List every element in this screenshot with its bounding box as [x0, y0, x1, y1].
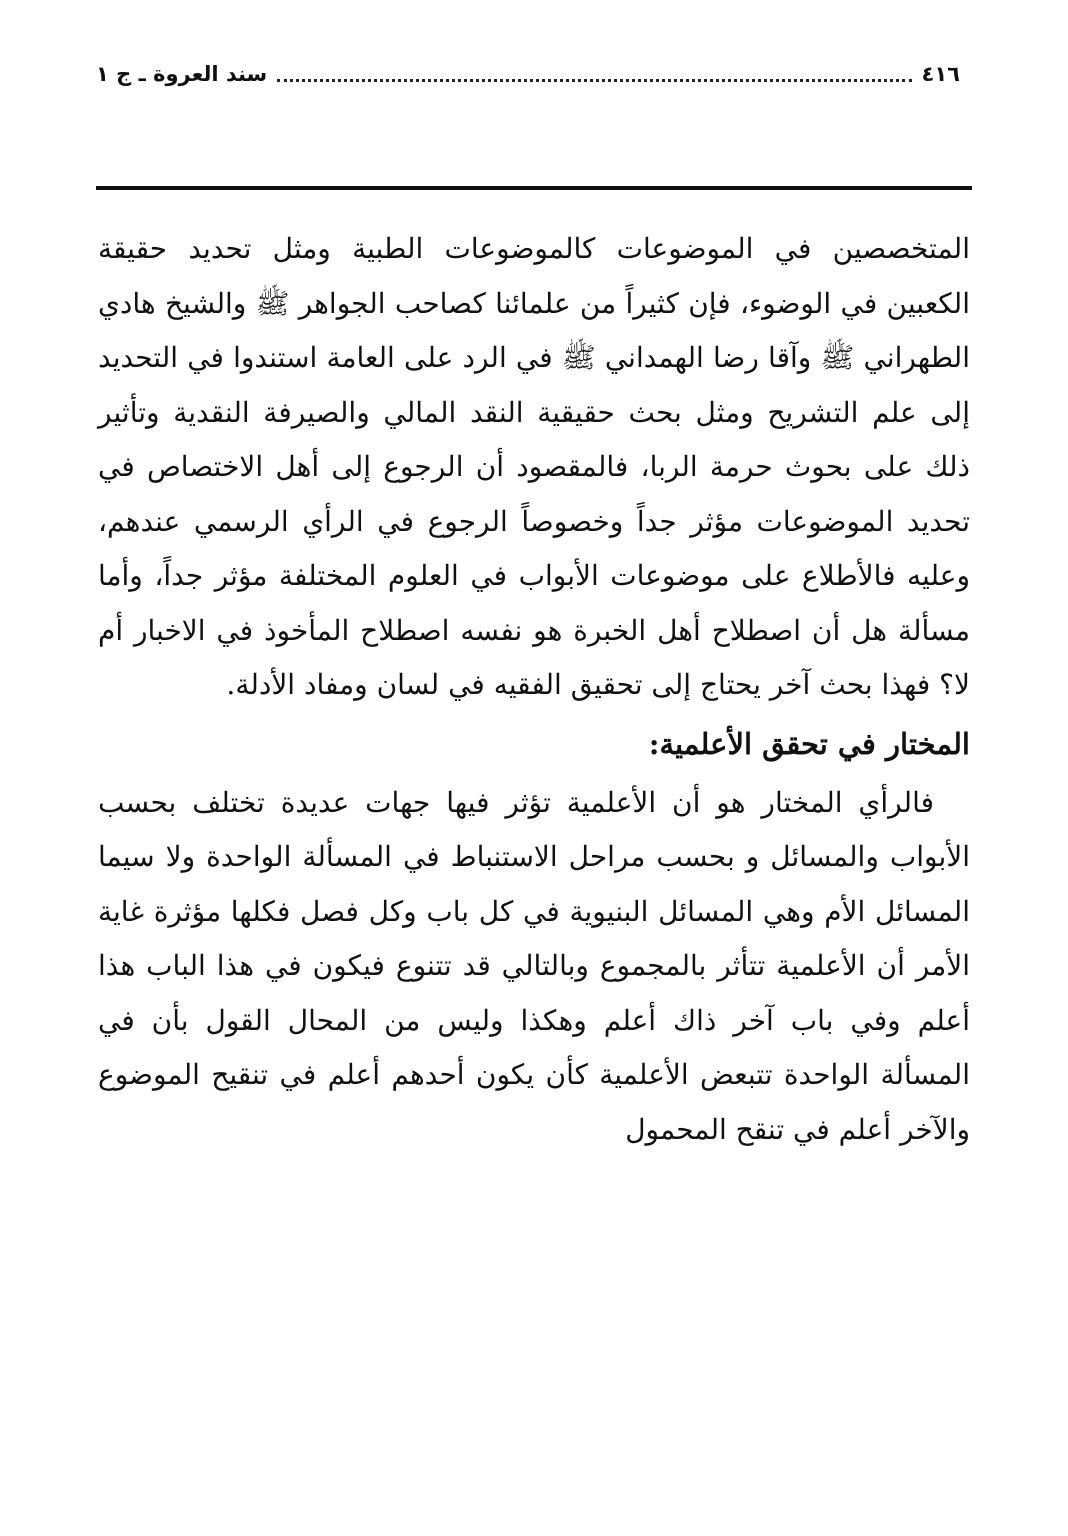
paragraph-2: فالرأي المختار هو أن الأعلمية تؤثر فيها جهات عديدة تختلف بحسب الأبواب والمسائل و بحسب مراحل الاستنباط في المسألة الواحدة ولا سيما المسائل الأم وهي المسائل البنيوية في كل باب وكل فصل فكلها مؤثرة غاية الأمر أن الأعلمية تتأثر بالمجموع وبالتالي قد تتنوع فيكون في هذا الباب هذا أعلم وفي باب آخر ذاك أعلم وهكذا وليس من المحال القول بأن في المسألة الواحدة تتبعض الأعلمية كأن يكون أحدهم أعلم في تنقيح الموضوع والآخر أعلم في تنقح المحمول — [98, 785, 970, 1146]
header-dot-leader — [277, 79, 911, 82]
book-title: سند العروة ـ ج ١ — [96, 62, 268, 86]
section-heading: المختار في تحقق الأعلمية: — [648, 726, 970, 761]
body-text — [98, 222, 970, 1157]
paragraph-1: المتخصصين في الموضوعات كالموضوعات الطبية ومثل تحديد حقيقة الكعبين في الوضوء، فإن كثيراً من علمائنا كصاحب الجواهر ﷺ والشيخ هادي الطهراني ﷺ وآقا رضا الهمداني ﷺ في الرد على العامة استندوا في التحديد إلى علم التشريح ومثل بحث حقيقية النقد المالي والصيرفة النقدية وتأثير ذلك على بحوث حرمة الربا، فالمقصود أن الرجوع إلى أهل الاختصاص في تحديد الموضوعات مؤثر جداً وخصوصاً الرجوع في الرأي الرسمي عندهم، وعليه فالأطلاع على موضوعات الأبواب في العلوم المختلفة مؤثر جداً، وأما مسألة هل أن اصطلاح أهل الخبرة هو نفسه اصطلاح المأخوذ في الاخبار أم لا؟ فهذا بحث آخر يحتاج إلى تحقيق الفقيه في لسان ومفاد الأدلة. — [98, 232, 970, 701]
header-rule — [96, 186, 972, 190]
running-header — [96, 52, 960, 96]
page-number: ٤١٦ — [921, 62, 960, 86]
